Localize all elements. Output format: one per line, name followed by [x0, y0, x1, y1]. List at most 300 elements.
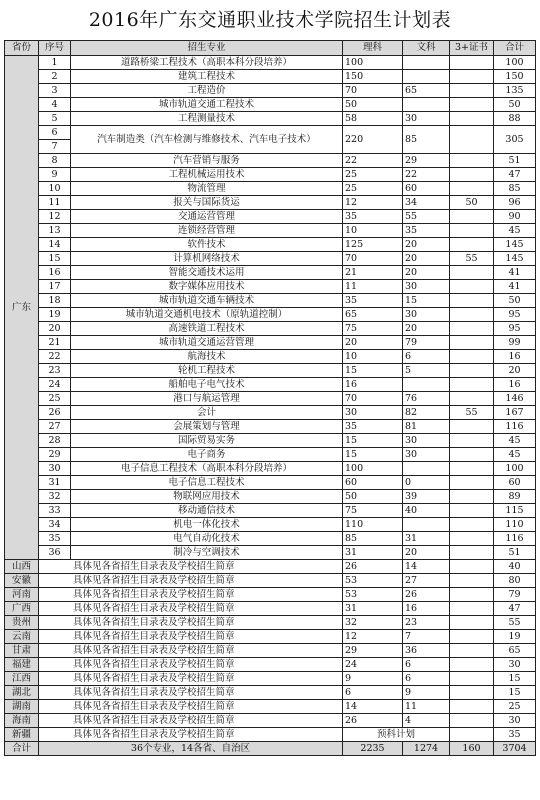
major-name: 计算机网络技术	[71, 252, 343, 266]
major-name: 国际贸易实务	[71, 434, 343, 448]
certificate-count	[450, 616, 494, 630]
total-count: 40	[494, 560, 536, 574]
table-row	[5, 126, 536, 154]
total-count: 45	[494, 224, 536, 238]
certificate-count	[450, 434, 494, 448]
science-count: 150	[343, 70, 403, 84]
science-count: 10	[343, 350, 403, 364]
major-name: 连锁经营管理	[71, 224, 343, 238]
certificate-count	[450, 378, 494, 392]
row-number: 34	[39, 518, 71, 532]
page-title: 2016年广东交通职业技术学院招生计划表	[88, 9, 452, 31]
total-count: 85	[494, 182, 536, 196]
certificate-count	[450, 546, 494, 560]
table-row	[5, 168, 536, 182]
table-row	[5, 182, 536, 196]
certificate-count	[450, 126, 494, 154]
science-count: 65	[343, 308, 403, 322]
science-count: 31	[343, 546, 403, 560]
total-count: 90	[494, 210, 536, 224]
arts-count: 35	[403, 224, 450, 238]
arts-count	[403, 462, 450, 476]
major-name: 具体见各省招生目录表及学校招生简章	[39, 686, 343, 700]
table-row	[5, 154, 536, 168]
arts-count: 85	[403, 126, 450, 154]
table-row	[5, 630, 536, 644]
major-name: 会计	[71, 406, 343, 420]
province-cell: 新疆	[5, 728, 39, 742]
row-number: 16	[39, 266, 71, 280]
table-row	[5, 616, 536, 630]
certificate-count	[450, 336, 494, 350]
science-count: 16	[343, 378, 403, 392]
table-row	[5, 574, 536, 588]
row-number: 8	[39, 154, 71, 168]
arts-count: 26	[403, 588, 450, 602]
major-name: 移动通信技术	[71, 504, 343, 518]
table-row	[5, 322, 536, 336]
science-count: 58	[343, 112, 403, 126]
science-count: 53	[343, 588, 403, 602]
arts-count: 22	[403, 168, 450, 182]
table-row	[5, 700, 536, 714]
major-name: 城市轨道交通运营管理	[71, 336, 343, 350]
arts-count: 20	[403, 546, 450, 560]
major-name: 船舶电子电气技术	[71, 378, 343, 392]
certificate-count	[450, 476, 494, 490]
certificate-count	[450, 210, 494, 224]
major-name: 具体见各省招生目录表及学校招生简章	[39, 588, 343, 602]
province-cell: 江西	[5, 672, 39, 686]
certificate-count	[450, 714, 494, 728]
science-count: 53	[343, 574, 403, 588]
table-row	[5, 532, 536, 546]
certificate-count	[450, 462, 494, 476]
major-name: 制冷与空调技术	[71, 546, 343, 560]
arts-count: 30	[403, 448, 450, 462]
total-count: 99	[494, 336, 536, 350]
arts-count: 60	[403, 182, 450, 196]
total-count: 167	[494, 406, 536, 420]
science-count: 110	[343, 518, 403, 532]
total-count: 47	[494, 168, 536, 182]
certificate-count	[450, 294, 494, 308]
row-number: 7	[39, 139, 70, 153]
total-count: 135	[494, 84, 536, 98]
arts-count	[403, 378, 450, 392]
major-name: 智能交通技术运用	[71, 266, 343, 280]
science-count: 29	[343, 644, 403, 658]
province-cell: 广东	[5, 56, 39, 560]
arts-count: 76	[403, 392, 450, 406]
header-total: 合计	[494, 41, 536, 56]
table-row	[5, 406, 536, 420]
arts-count: 6	[403, 658, 450, 672]
science-count: 12	[343, 196, 403, 210]
arts-count: 4	[403, 714, 450, 728]
table-row	[5, 56, 536, 70]
row-number: 5	[39, 112, 71, 126]
total-count: 95	[494, 308, 536, 322]
arts-count: 20	[403, 322, 450, 336]
major-name: 电子商务	[71, 448, 343, 462]
province-cell: 贵州	[5, 616, 39, 630]
table-row	[5, 602, 536, 616]
certificate-count	[450, 532, 494, 546]
total-count: 55	[494, 616, 536, 630]
total-count: 305	[494, 126, 536, 154]
arts-count: 15	[403, 294, 450, 308]
major-name: 交通运营管理	[71, 210, 343, 224]
total-count: 25	[494, 700, 536, 714]
total-count: 41	[494, 266, 536, 280]
total-label: 合计	[5, 742, 39, 756]
certificate-count	[450, 238, 494, 252]
arts-count: 9	[403, 686, 450, 700]
row-number: 33	[39, 504, 71, 518]
certificate-count	[450, 154, 494, 168]
major-name: 电子信息工程技术	[71, 476, 343, 490]
major-name: 数字媒体应用技术	[71, 280, 343, 294]
row-number: 10	[39, 182, 71, 196]
certificate-count	[450, 280, 494, 294]
table-row	[5, 210, 536, 224]
row-number: 15	[39, 252, 71, 266]
header-science: 理科	[343, 41, 403, 56]
science-count: 24	[343, 658, 403, 672]
science-count: 25	[343, 182, 403, 196]
table-row	[5, 378, 536, 392]
arts-count	[403, 518, 450, 532]
total-science: 2235	[343, 742, 403, 756]
total-count: 51	[494, 546, 536, 560]
table-row	[5, 308, 536, 322]
table-row	[5, 560, 536, 574]
arts-count	[403, 70, 450, 84]
row-number: 26	[39, 406, 71, 420]
certificate-count	[450, 490, 494, 504]
table-row	[5, 588, 536, 602]
science-count: 20	[343, 336, 403, 350]
science-count: 75	[343, 322, 403, 336]
header-province: 省份	[5, 41, 39, 56]
total-count: 51	[494, 154, 536, 168]
major-name: 电子信息工程技术（高职本科分段培养）	[71, 462, 343, 476]
row-number: 30	[39, 462, 71, 476]
arts-count: 6	[403, 672, 450, 686]
science-count: 35	[343, 210, 403, 224]
total-count: 16	[494, 378, 536, 392]
table-row	[5, 658, 536, 672]
table-row	[5, 420, 536, 434]
row-number: 27	[39, 420, 71, 434]
row-number: 31	[39, 476, 71, 490]
arts-count: 14	[403, 560, 450, 574]
row-number: 11	[39, 196, 71, 210]
total-description: 36个专业，14各省、自治区	[39, 742, 343, 756]
major-name: 道路桥梁工程技术（高职本科分段培养）	[71, 56, 343, 70]
table-row	[5, 364, 536, 378]
province-cell: 广西	[5, 602, 39, 616]
arts-count: 82	[403, 406, 450, 420]
major-name: 具体见各省招生目录表及学校招生简章	[39, 616, 343, 630]
province-cell: 山西	[5, 560, 39, 574]
arts-count: 31	[403, 532, 450, 546]
science-count: 26	[343, 560, 403, 574]
science-count: 21	[343, 266, 403, 280]
major-name: 工程造价	[71, 84, 343, 98]
table-header-row	[5, 41, 536, 56]
arts-count: 79	[403, 336, 450, 350]
row-number: 32	[39, 490, 71, 504]
row-number-cell	[39, 126, 71, 154]
major-name: 物联网应用技术	[71, 490, 343, 504]
table-row	[5, 728, 536, 742]
province-cell: 云南	[5, 630, 39, 644]
science-count: 15	[343, 364, 403, 378]
certificate-count	[450, 602, 494, 616]
science-count: 70	[343, 392, 403, 406]
science-count: 35	[343, 420, 403, 434]
row-number: 29	[39, 448, 71, 462]
total-count: 45	[494, 434, 536, 448]
certificate-count	[450, 504, 494, 518]
major-name: 建筑工程技术	[71, 70, 343, 84]
row-number: 12	[39, 210, 71, 224]
major-name: 工程机械运用技术	[71, 168, 343, 182]
major-name: 电气自动化技术	[71, 532, 343, 546]
row-number: 35	[39, 532, 71, 546]
table-row	[5, 294, 536, 308]
table-row	[5, 252, 536, 266]
row-number: 17	[39, 280, 71, 294]
total-arts: 1274	[403, 742, 450, 756]
major-name: 会展策划与管理	[71, 420, 343, 434]
certificate-count	[450, 168, 494, 182]
table-row	[5, 70, 536, 84]
table-row	[5, 112, 536, 126]
science-count: 15	[343, 448, 403, 462]
science-count: 100	[343, 56, 403, 70]
row-number: 23	[39, 364, 71, 378]
table-row	[5, 84, 536, 98]
science-count: 31	[343, 602, 403, 616]
table-row	[5, 196, 536, 210]
header-arts: 文科	[403, 41, 450, 56]
province-cell: 福建	[5, 658, 39, 672]
arts-count: 20	[403, 266, 450, 280]
science-count: 50	[343, 490, 403, 504]
major-name: 具体见各省招生目录表及学校招生简章	[39, 672, 343, 686]
total-count: 65	[494, 644, 536, 658]
science-count: 25	[343, 168, 403, 182]
total-count: 80	[494, 574, 536, 588]
science-count: 12	[343, 630, 403, 644]
certificate-count	[450, 350, 494, 364]
major-name: 物流管理	[71, 182, 343, 196]
total-count: 15	[494, 672, 536, 686]
table-row	[5, 434, 536, 448]
table-row	[5, 518, 536, 532]
arts-count: 30	[403, 434, 450, 448]
total-count: 115	[494, 504, 536, 518]
arts-count: 11	[403, 700, 450, 714]
major-name: 具体见各省招生目录表及学校招生简章	[39, 574, 343, 588]
major-name: 工程测量技术	[71, 112, 343, 126]
certificate-count	[450, 448, 494, 462]
total-count: 110	[494, 518, 536, 532]
total-count: 96	[494, 196, 536, 210]
province-cell: 河南	[5, 588, 39, 602]
certificate-count	[450, 56, 494, 70]
total-count: 30	[494, 714, 536, 728]
major-name: 具体见各省招生目录表及学校招生简章	[39, 658, 343, 672]
arts-count: 30	[403, 112, 450, 126]
row-number: 6	[51, 127, 58, 138]
major-name: 软件技术	[71, 238, 343, 252]
science-count: 125	[343, 238, 403, 252]
certificate-count	[450, 672, 494, 686]
science-count: 15	[343, 434, 403, 448]
arts-count: 23	[403, 616, 450, 630]
arts-count: 7	[403, 630, 450, 644]
science-count: 220	[343, 126, 403, 154]
arts-count: 6	[403, 350, 450, 364]
total-count: 145	[494, 252, 536, 266]
science-count: 22	[343, 154, 403, 168]
certificate-count	[450, 728, 494, 742]
province-cell: 湖南	[5, 700, 39, 714]
province-cell: 海南	[5, 714, 39, 728]
arts-count: 55	[403, 210, 450, 224]
row-number: 21	[39, 336, 71, 350]
arts-count: 39	[403, 490, 450, 504]
table-row	[5, 714, 536, 728]
total-count: 145	[494, 238, 536, 252]
row-number: 14	[39, 238, 71, 252]
row-number: 22	[39, 350, 71, 364]
table-row	[5, 476, 536, 490]
arts-count: 16	[403, 602, 450, 616]
arts-count: 40	[403, 504, 450, 518]
total-count: 16	[494, 350, 536, 364]
major-name: 汽车营销与服务	[71, 154, 343, 168]
total-count: 19	[494, 630, 536, 644]
science-count: 32	[343, 616, 403, 630]
certificate-count	[450, 70, 494, 84]
total-count: 47	[494, 602, 536, 616]
header-major: 招生专业	[71, 41, 343, 56]
major-name: 城市轨道交通工程技术	[71, 98, 343, 112]
total-count: 116	[494, 420, 536, 434]
total-count: 95	[494, 322, 536, 336]
total-count: 50	[494, 98, 536, 112]
major-name: 具体见各省招生目录表及学校招生简章	[39, 560, 343, 574]
certificate-count	[450, 266, 494, 280]
table-row	[5, 504, 536, 518]
table-row	[5, 644, 536, 658]
certificate-count	[450, 182, 494, 196]
total-count: 116	[494, 532, 536, 546]
certificate-count	[450, 84, 494, 98]
total-count: 41	[494, 280, 536, 294]
certificate-count	[450, 560, 494, 574]
province-cell: 安徽	[5, 574, 39, 588]
arts-count: 27	[403, 574, 450, 588]
total-count: 45	[494, 448, 536, 462]
science-count: 85	[343, 532, 403, 546]
table-row	[5, 546, 536, 560]
total-count: 150	[494, 70, 536, 84]
certificate-count	[450, 630, 494, 644]
header-certificate: 3+证书	[450, 41, 494, 56]
row-number: 4	[39, 98, 71, 112]
major-name: 具体见各省招生目录表及学校招生简章	[39, 630, 343, 644]
major-name: 航海技术	[71, 350, 343, 364]
certificate-count	[450, 224, 494, 238]
major-name: 具体见各省招生目录表及学校招生简章	[39, 714, 343, 728]
arts-count: 65	[403, 84, 450, 98]
science-count: 预科计划	[343, 728, 450, 742]
table-row	[5, 462, 536, 476]
science-count: 60	[343, 476, 403, 490]
major-name: 港口与航运管理	[71, 392, 343, 406]
certificate-count	[450, 518, 494, 532]
certificate-count	[450, 700, 494, 714]
certificate-count	[450, 574, 494, 588]
arts-count: 34	[403, 196, 450, 210]
row-number: 36	[39, 546, 71, 560]
table-row	[5, 224, 536, 238]
science-count: 50	[343, 98, 403, 112]
province-cell: 甘肃	[5, 644, 39, 658]
science-count: 26	[343, 714, 403, 728]
table-row	[5, 266, 536, 280]
table-row	[5, 280, 536, 294]
major-name: 机电一体化技术	[71, 518, 343, 532]
row-number: 25	[39, 392, 71, 406]
certificate-count	[450, 308, 494, 322]
certificate-count	[450, 588, 494, 602]
table-row	[5, 686, 536, 700]
science-count: 100	[343, 462, 403, 476]
table-row	[5, 350, 536, 364]
total-row	[5, 742, 536, 756]
major-name: 报关与国际货运	[71, 196, 343, 210]
table-row	[5, 672, 536, 686]
arts-count: 20	[403, 238, 450, 252]
science-count: 6	[343, 686, 403, 700]
arts-count: 30	[403, 280, 450, 294]
arts-count: 36	[403, 644, 450, 658]
total-count: 88	[494, 112, 536, 126]
science-count: 70	[343, 84, 403, 98]
certificate-count: 50	[450, 196, 494, 210]
total-count: 60	[494, 476, 536, 490]
row-number: 2	[39, 70, 71, 84]
certificate-count	[450, 644, 494, 658]
row-number: 1	[39, 56, 71, 70]
row-number: 3	[39, 84, 71, 98]
total-count: 146	[494, 392, 536, 406]
header-number: 序号	[39, 41, 71, 56]
arts-count: 81	[403, 420, 450, 434]
major-name: 城市轨道交通机电技术（原轨道控制）	[71, 308, 343, 322]
province-cell: 湖北	[5, 686, 39, 700]
science-count: 35	[343, 294, 403, 308]
arts-count: 30	[403, 308, 450, 322]
row-number: 28	[39, 434, 71, 448]
